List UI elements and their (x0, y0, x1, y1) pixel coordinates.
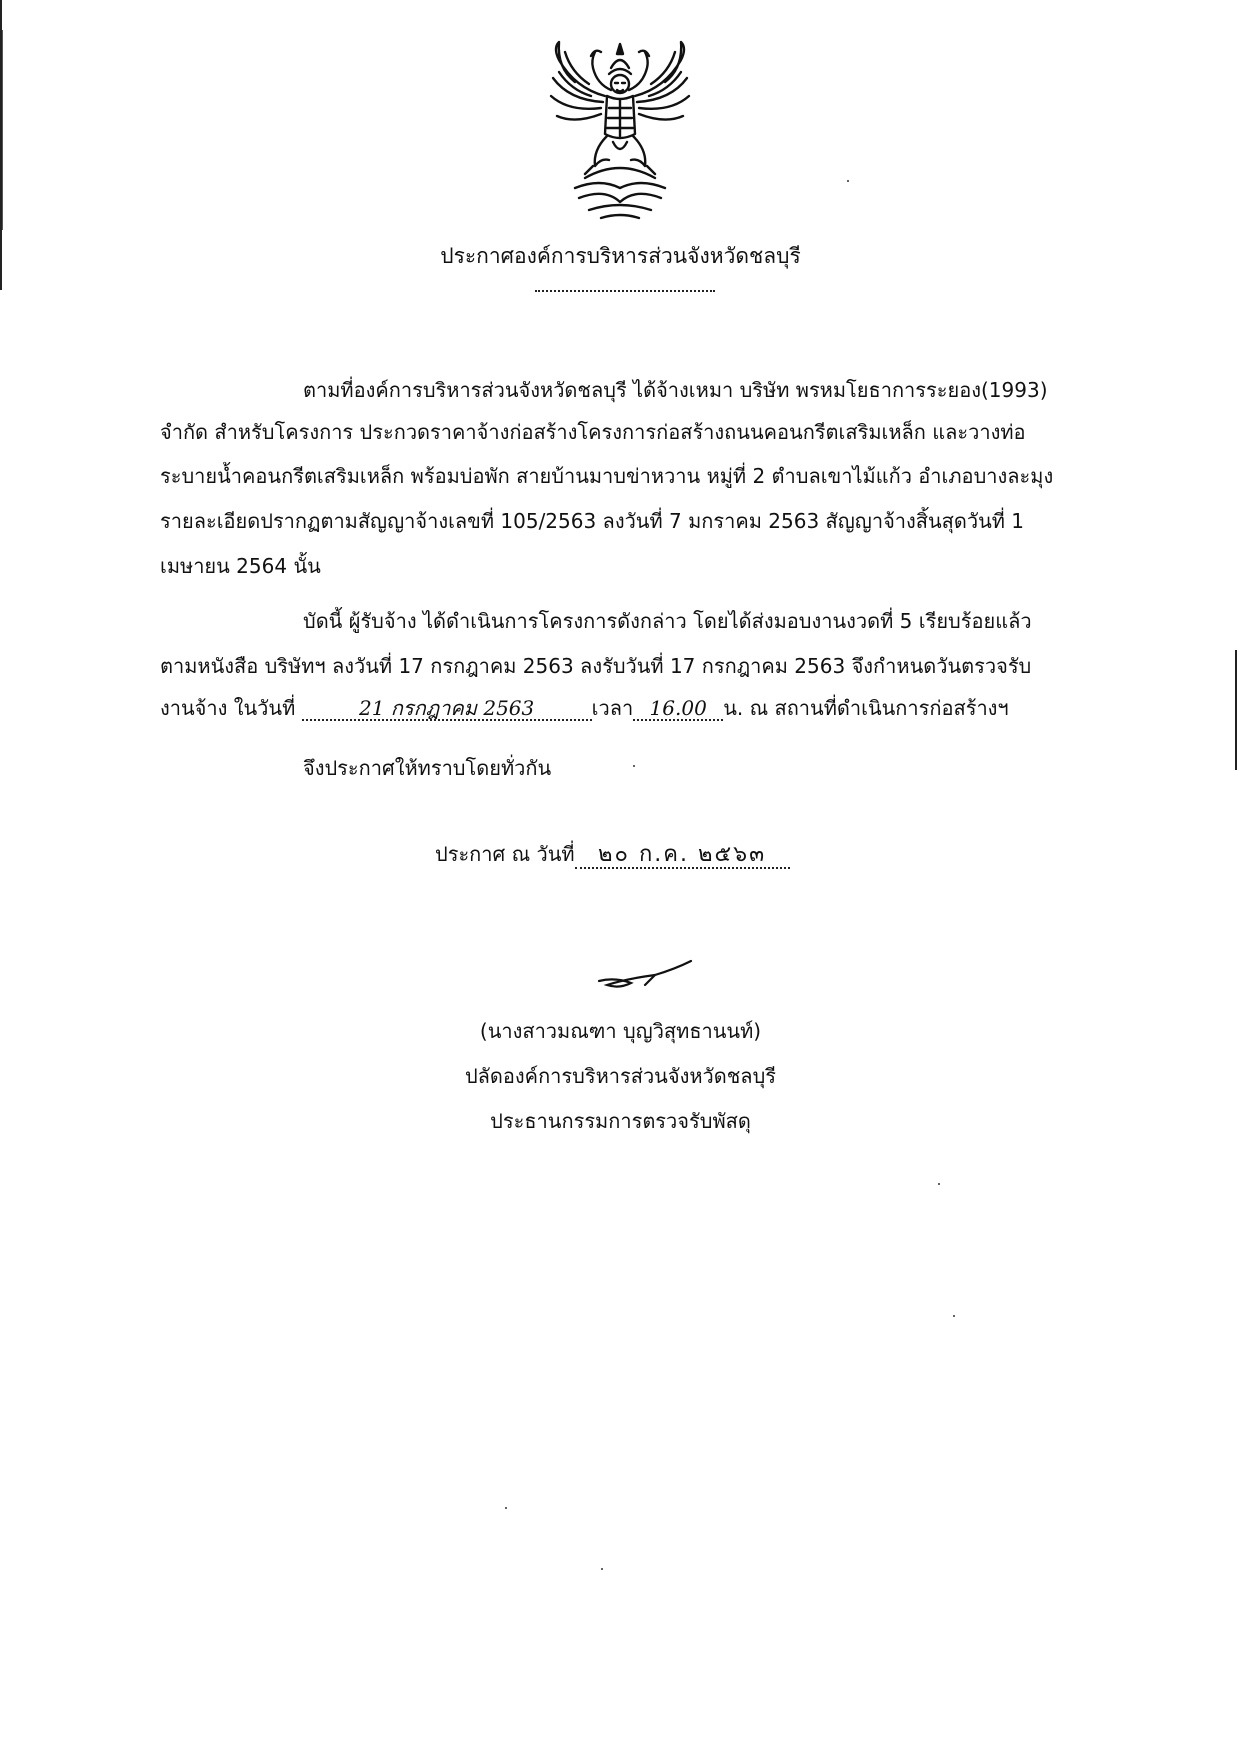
inspection-place-text: น. ณ สถานที่ดำเนินการก่อสร้างฯ (723, 696, 1009, 720)
scan-speck (505, 1507, 507, 1509)
body-line: รายละเอียดปรากฏตามสัญญาจ้างเลขที่ 105/2563 ลงวันที่ 7 มกราคม 2563 สัญญาจ้างสิ้นสุดวันที่ 1 (160, 509, 1025, 533)
announce-date-handwritten: ๒๐ ก.ค. ๒๕๖๓ (575, 843, 790, 869)
signature-scribble (595, 955, 695, 995)
body-line: บัดนี้ ผู้รับจ้าง ได้ดำเนินการโครงการดังกล่าว โดยได้ส่งมอบงานงวดที่ 5 เรียบร้อยแล้ว (303, 609, 1032, 633)
signer-committee-role: ประธานกรรมการตรวจรับพัสดุ (490, 1109, 751, 1133)
announce-label: ประกาศ ณ วันที่ (435, 842, 575, 866)
body-line: จำกัด สำหรับโครงการ ประกวดราคาจ้างก่อสร้างโครงการก่อสร้างถนนคอนกรีตเสริมเหล็ก และวางท่อ (160, 420, 1026, 444)
inspection-time-handwritten: 16.00 (633, 697, 723, 721)
inspection-line (160, 692, 1009, 724)
scan-edge-right (1235, 650, 1237, 770)
scan-speck (633, 765, 635, 767)
inspection-date-label: งานจ้าง ในวันที่ (160, 696, 296, 720)
inspection-date-handwritten: 21 กรกฎาคม 2563 (302, 697, 592, 721)
announce-line (435, 838, 790, 870)
body-line: เมษายน 2564 นั้น (160, 554, 321, 578)
scan-speck (953, 1315, 955, 1317)
scan-speck (938, 1183, 940, 1185)
signer-name: (นางสาวมณฑา บุญวิสุทธานนท์) (479, 1019, 762, 1043)
scan-speck (601, 1568, 603, 1570)
garuda-emblem-icon (545, 38, 695, 228)
page-title: ประกาศองค์การบริหารส่วนจังหวัดชลบุรี (440, 244, 801, 268)
title-divider (535, 290, 715, 292)
scan-edge-left-inner (2, 30, 3, 230)
body-line: ตามที่องค์การบริหารส่วนจังหวัดชลบุรี ได้จ้างเหมา บริษัท พรหมโยธาการระยอง(1993) (303, 378, 1048, 402)
body-line: ตามหนังสือ บริษัทฯ ลงวันที่ 17 กรกฎาคม 2563 ลงรับวันที่ 17 กรกฎาคม 2563 จึงกำหนดวันตรวจรับ (160, 654, 1032, 678)
inspection-time-label: เวลา (591, 696, 634, 720)
signer-position: ปลัดองค์การบริหารส่วนจังหวัดชลบุรี (464, 1064, 777, 1088)
scan-speck (847, 180, 849, 182)
body-line: ระบายน้ำคอนกรีตเสริมเหล็ก พร้อมบ่อพัก สายบ้านมาบข่าหวาน หมู่ที่ 2 ตำบลเขาไม้แก้ว อำเภอบางละมุง (160, 464, 1054, 488)
closing-text: จึงประกาศให้ทราบโดยทั่วกัน (303, 756, 552, 780)
